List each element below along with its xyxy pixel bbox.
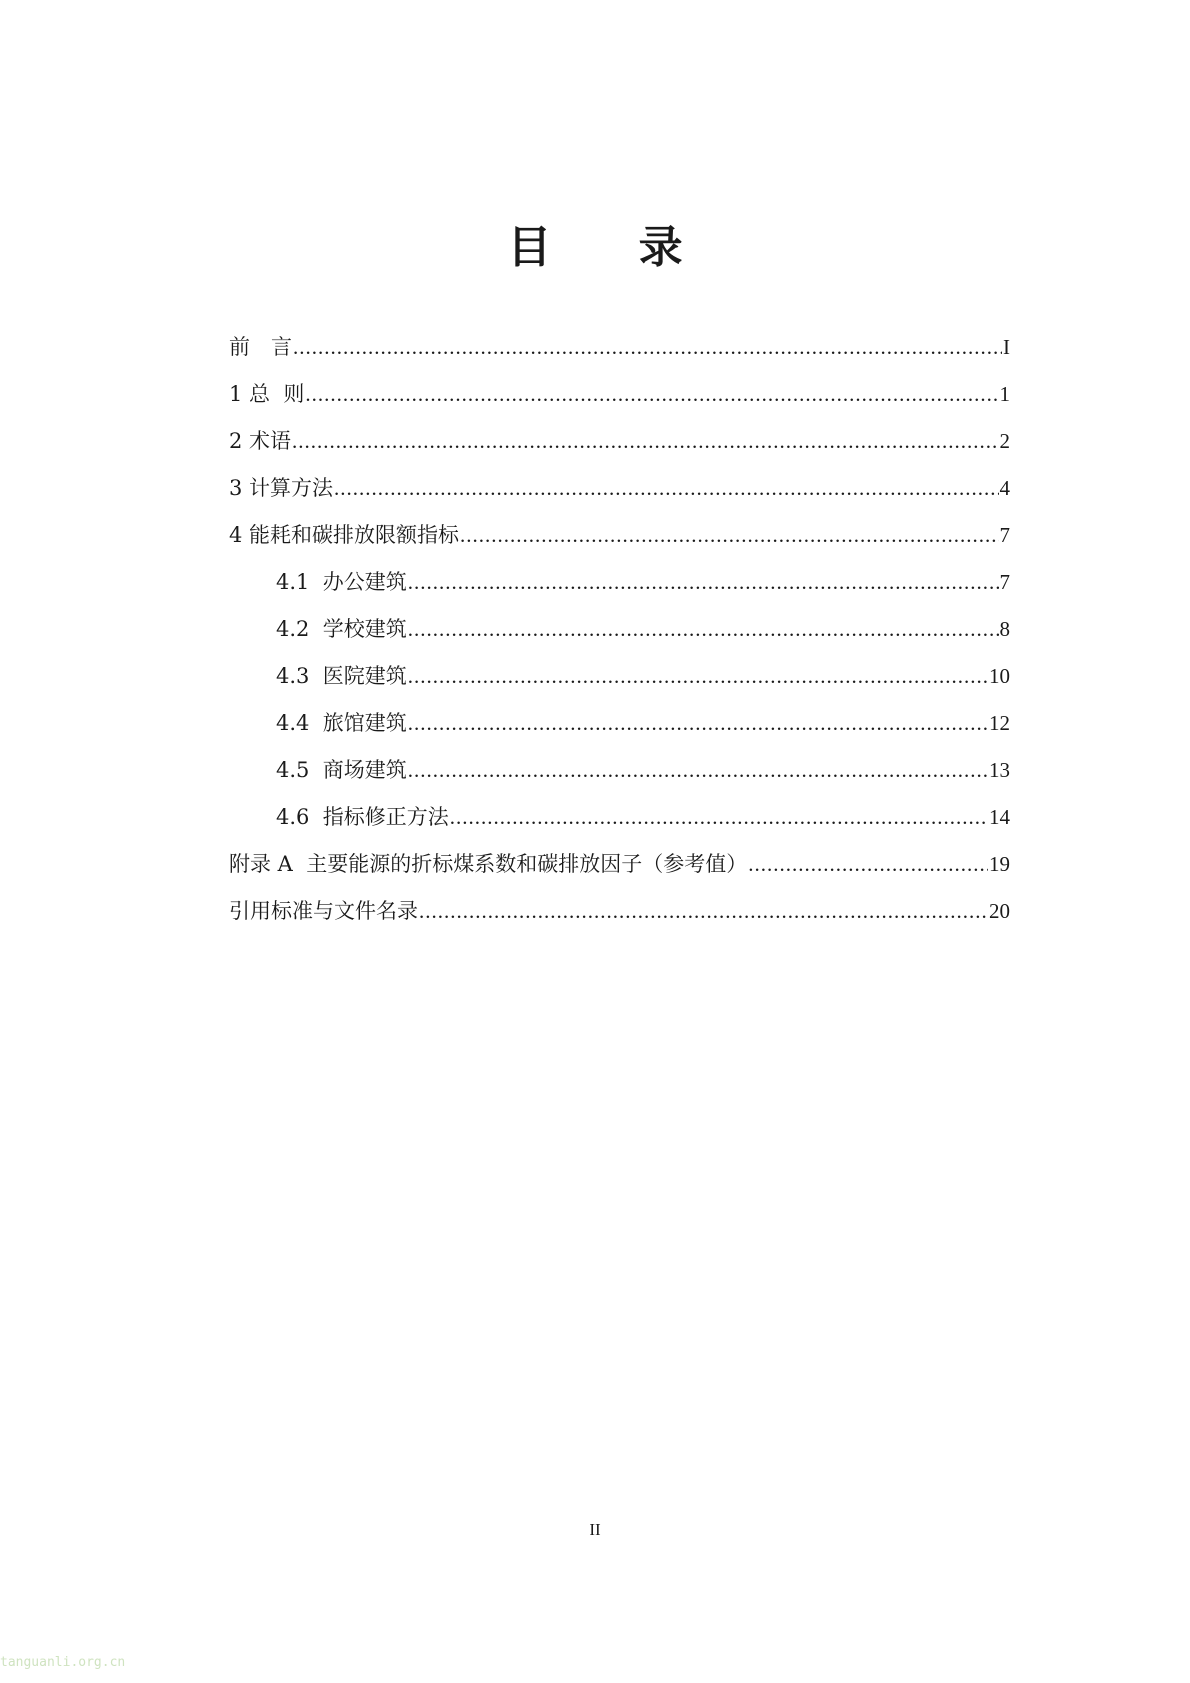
toc-dot-leader <box>408 756 988 784</box>
toc-entry-label: 4.6 指标修正方法 <box>276 805 449 829</box>
toc-entry-page: 8 <box>999 617 1010 641</box>
toc-dot-leader <box>408 662 988 690</box>
toc-entry-label: 2 术语 <box>229 429 292 453</box>
toc-entry-mall[interactable] <box>229 756 1010 803</box>
toc-entry-page: 12 <box>989 711 1010 735</box>
page-number: II <box>589 1520 601 1539</box>
toc-entry-limits[interactable] <box>229 521 1010 568</box>
toc-entry-page: 2 <box>999 429 1010 453</box>
toc-entry-label: 4.1 办公建筑 <box>276 570 407 594</box>
toc-dot-leader <box>408 568 999 596</box>
toc-dot-leader <box>460 521 998 549</box>
toc-entry-correction[interactable] <box>229 803 1010 850</box>
toc-entry-page: 1 <box>999 382 1010 406</box>
toc-entry-page: 14 <box>989 805 1010 829</box>
toc-dot-leader <box>408 709 988 737</box>
toc-entry-label: 4 能耗和碳排放限额指标 <box>229 523 460 547</box>
toc-dot-leader <box>408 615 999 643</box>
toc-entry-label: 前 言 <box>229 335 292 359</box>
toc-dot-leader <box>748 850 988 878</box>
toc-entry-appendix-a[interactable] <box>229 850 1010 897</box>
toc-dot-leader <box>450 803 988 831</box>
toc-entry-label: 1 总 则 <box>229 382 305 406</box>
toc-entry-page: 4 <box>999 476 1010 500</box>
toc-entry-label: 3 计算方法 <box>229 476 334 500</box>
toc-entry-general[interactable] <box>229 380 1010 427</box>
toc-entry-label: 4.4 旅馆建筑 <box>276 711 407 735</box>
toc-dot-leader <box>293 333 1002 361</box>
toc-entry-label: 引用标准与文件名录 <box>229 899 418 923</box>
toc-entry-page: 20 <box>989 899 1010 923</box>
toc-entry-page: 13 <box>989 758 1010 782</box>
toc-dot-leader <box>419 897 988 925</box>
toc-dot-leader <box>305 380 998 408</box>
toc-dot-leader <box>292 427 998 455</box>
toc-entry-preface[interactable] <box>229 333 1010 380</box>
toc-entry-hospital[interactable] <box>229 662 1010 709</box>
toc-entry-office[interactable] <box>229 568 1010 615</box>
toc-entry-label: 4.3 医院建筑 <box>276 664 407 688</box>
toc-entry-references[interactable] <box>229 897 1010 944</box>
toc-entry-hotel[interactable] <box>229 709 1010 756</box>
watermark: tanguanli.org.cn <box>0 1655 126 1670</box>
toc-entry-label: 4.2 学校建筑 <box>276 617 407 641</box>
toc-entry-page: I <box>1003 335 1010 359</box>
toc-entry-school[interactable] <box>229 615 1010 662</box>
toc-entry-page: 7 <box>999 523 1010 547</box>
page-title: 目 录 <box>507 222 719 273</box>
toc-entry-label: 附录 A 主要能源的折标煤系数和碳排放因子（参考值） <box>229 852 748 876</box>
toc-entry-page: 10 <box>989 664 1010 688</box>
toc-entry-terms[interactable] <box>229 427 1010 474</box>
toc-dot-leader <box>334 474 998 502</box>
toc-entry-label: 4.5 商场建筑 <box>276 758 407 782</box>
toc-entry-page: 19 <box>989 852 1010 876</box>
table-of-contents <box>229 333 1010 944</box>
toc-entry-page: 7 <box>999 570 1010 594</box>
toc-entry-calculation[interactable] <box>229 474 1010 521</box>
